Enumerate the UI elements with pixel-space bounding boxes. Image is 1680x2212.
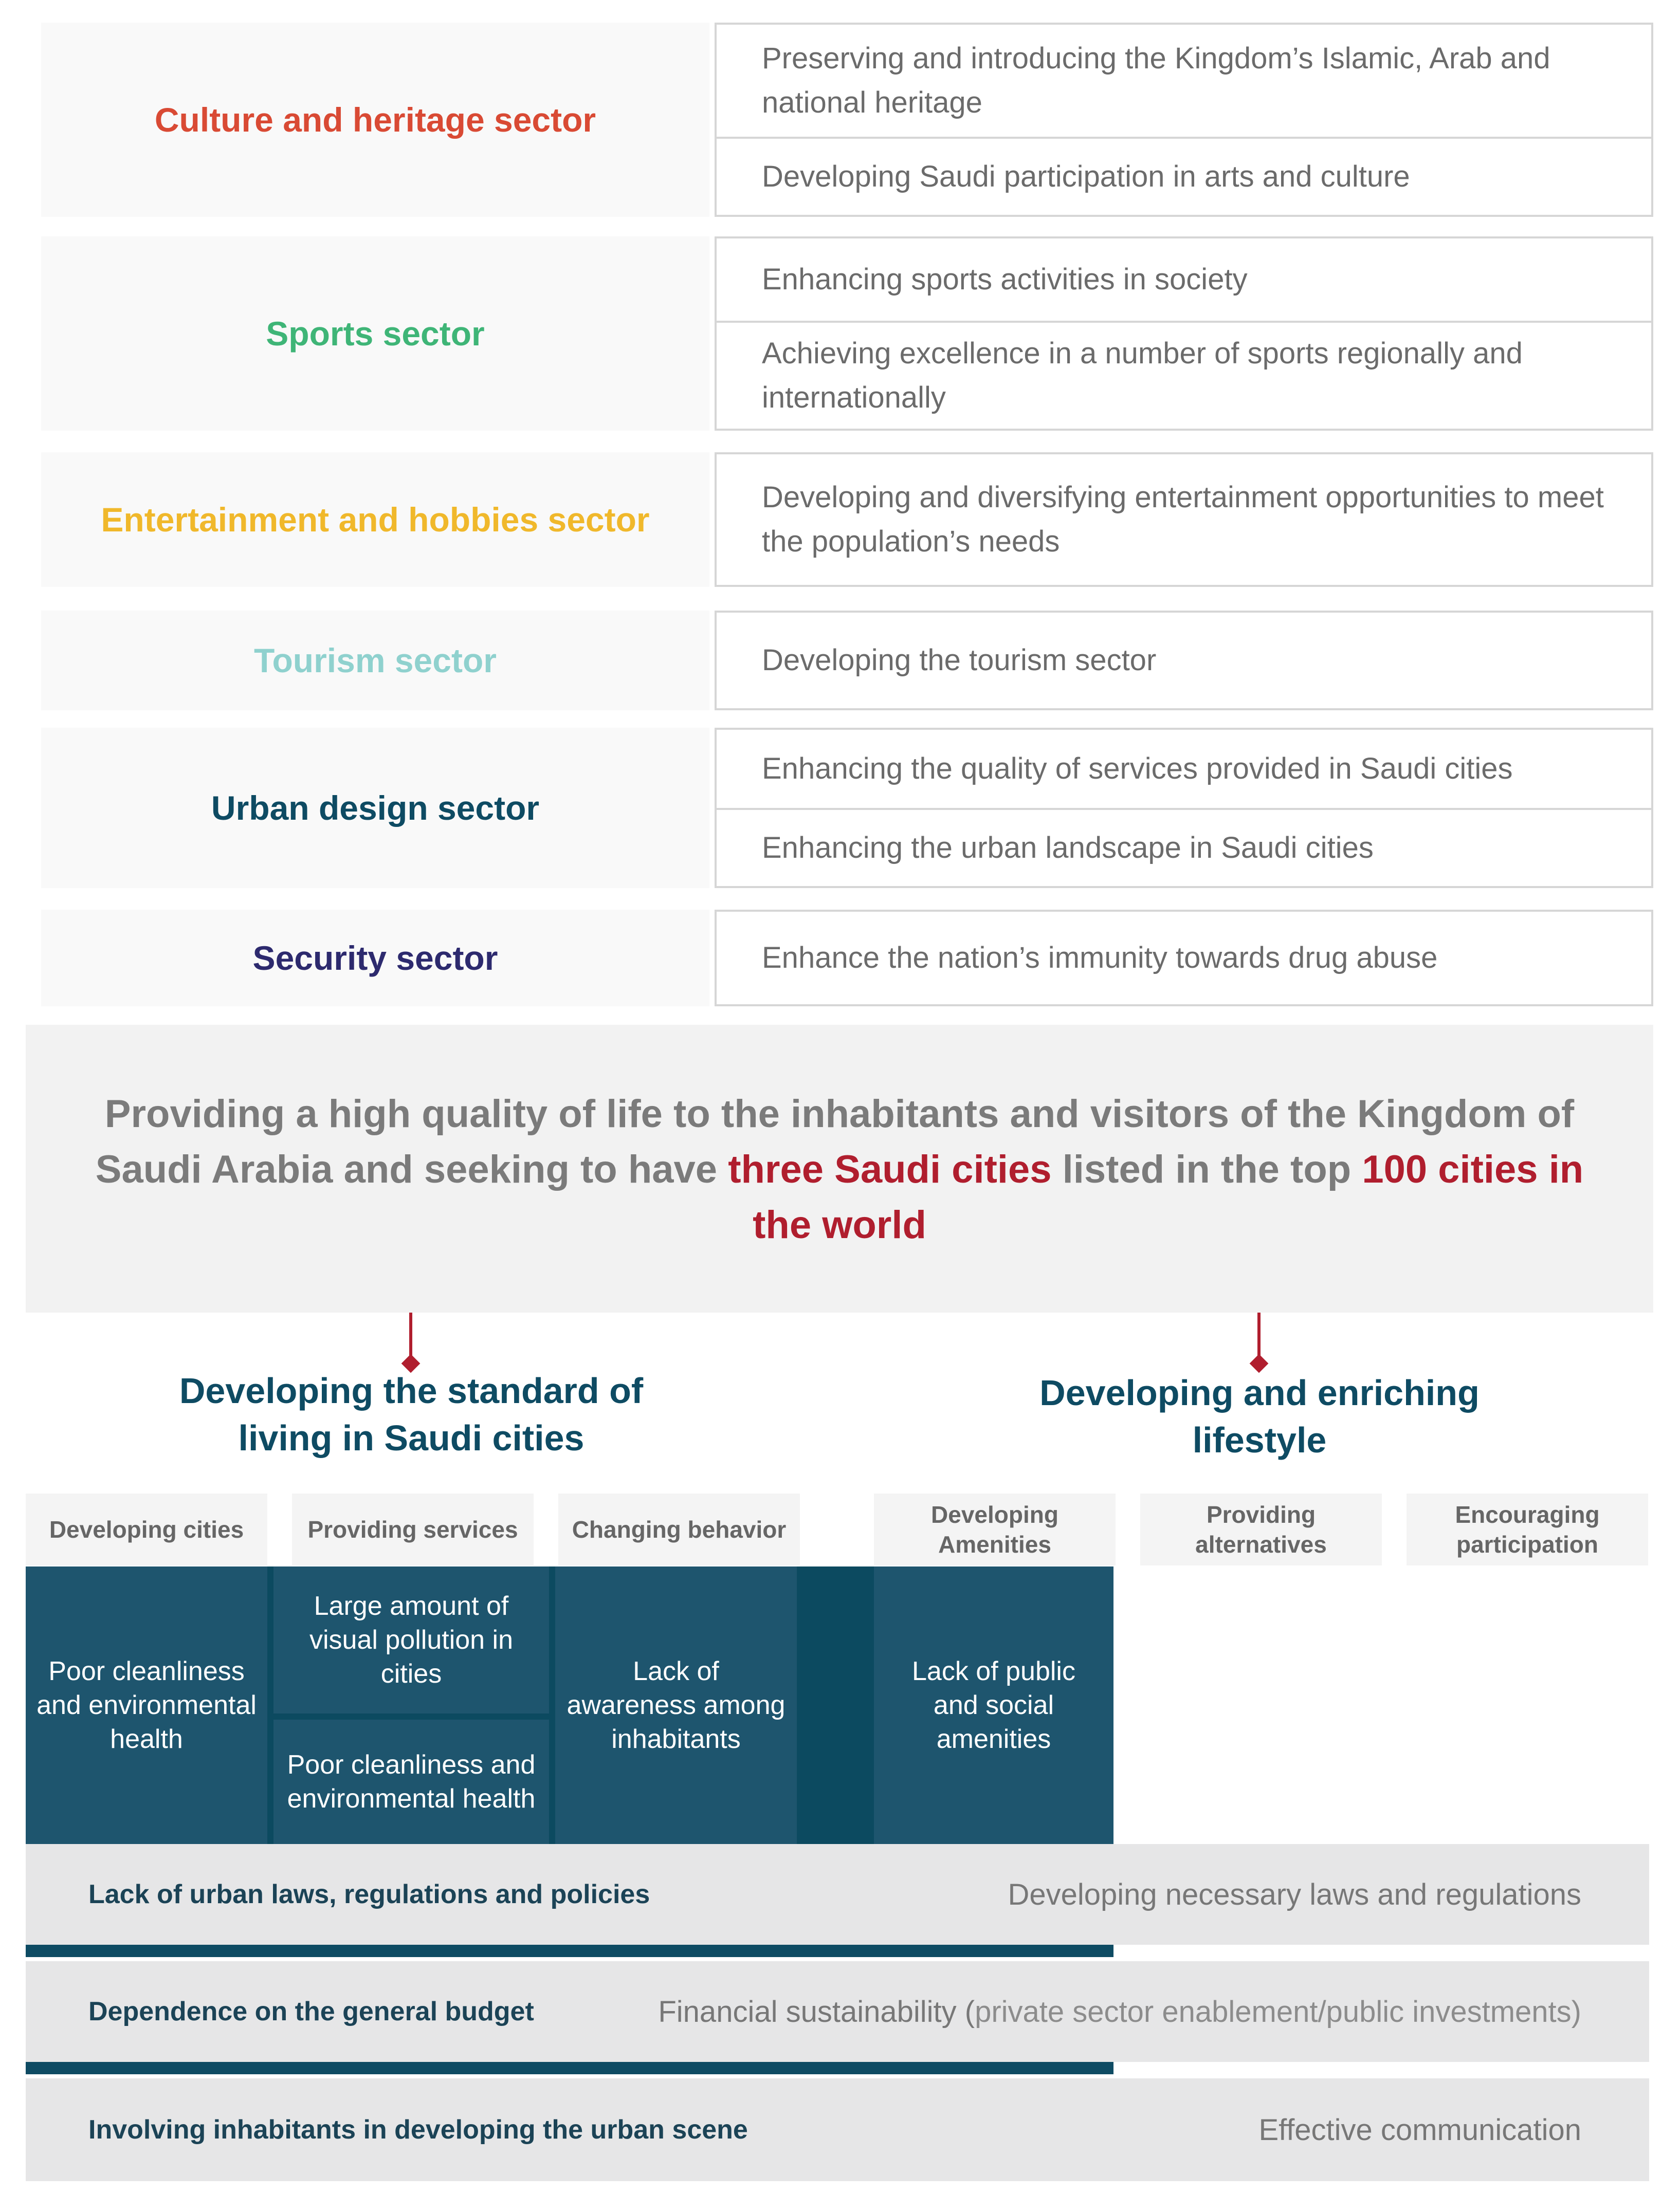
challenge-visual-pollution: Large amount of visual pollution in cities: [273, 1566, 549, 1713]
goal-title-lifestyle: Developing and enriching lifestyle: [1039, 1373, 1480, 1460]
category-changing-behavior: Changing behavior: [558, 1494, 800, 1565]
sector-objectives-sports: [715, 236, 1653, 431]
sector-label-culture: Culture and heritage sector: [41, 23, 709, 217]
sector-label-security: Security sector: [41, 910, 709, 1006]
band-separator: [26, 1945, 1113, 1957]
challenge-involving-inhabitants: Involving inhabitants in developing the urban scene: [88, 2115, 748, 2145]
category-developing-amenities: Developing Amenities: [874, 1494, 1116, 1565]
category-providing-services: Providing services: [292, 1494, 534, 1565]
objective-item: Preserving and introducing the Kingdom’s Islamic, Arab and national heritage: [762, 42, 1550, 119]
objective-item: Developing and diversifying entertainment opportunities to meet the population’s needs: [762, 481, 1604, 558]
challenge-general-budget: Dependence on the general budget: [88, 1997, 534, 2026]
sector-objectives-tourism: [715, 611, 1653, 710]
vision-text: Providing a high quality of life to the inhabitants and visitors of the Kingdom of Saudi Arabia and seeking to have: [95, 1092, 1575, 1191]
band-separator: [26, 2062, 1113, 2074]
vision-text: listed in the top: [1051, 1148, 1362, 1191]
objective-item: Achieving excellence in a number of sports regionally and internationally: [762, 337, 1523, 414]
goal-title-standard-of-living: Developing the standard of living in Saudi cities: [179, 1371, 644, 1458]
sector-objectives-urban-design: [715, 728, 1653, 888]
objective-item: Developing Saudi participation in arts and culture: [762, 160, 1410, 193]
challenge-developing-cities: Poor cleanliness and environmental health: [26, 1566, 267, 1844]
vision-statement: [26, 1025, 1653, 1313]
sector-label-entertainment: Entertainment and hobbies sector: [41, 452, 709, 587]
objective-item: Enhance the nation’s immunity towards drug abuse: [762, 941, 1438, 974]
objective-item: Enhancing the urban landscape in Saudi cities: [762, 831, 1374, 864]
objective-item: Developing the tourism sector: [762, 643, 1157, 677]
sector-objectives-culture: [715, 23, 1653, 217]
challenge-urban-laws: Lack of urban laws, regulations and policies: [88, 1879, 650, 1909]
objective-item: Enhancing sports activities in society: [762, 263, 1248, 296]
enabler-financial-label: Financial sustainability (: [658, 1995, 975, 2029]
enabler-financial-sustainability: [637, 1961, 1581, 2062]
sector-objectives-entertainment: [715, 452, 1653, 587]
category-providing-alternatives: Providing alternatives: [1140, 1494, 1382, 1565]
challenge-lack-of-awareness: Lack of awareness among inhabitants: [555, 1566, 797, 1844]
enabler-laws-regulations: Developing necessary laws and regulations: [1008, 1877, 1581, 1911]
category-developing-cities: Developing cities: [26, 1494, 267, 1565]
sector-label-sports: Sports sector: [41, 236, 709, 431]
vision-highlight-top100: 100 cities in the world: [753, 1148, 1584, 1247]
sector-label-urban-design: Urban design sector: [41, 728, 709, 888]
sector-label-tourism: Tourism sector: [41, 611, 709, 710]
category-encouraging-participation: Encouraging participation: [1407, 1494, 1648, 1565]
challenge-services-cleanliness: Poor cleanliness and environmental health: [273, 1720, 549, 1844]
enabler-effective-communication: Effective communication: [1258, 2113, 1581, 2147]
sector-objectives-security: [715, 910, 1653, 1006]
enabler-financial-note: private sector enablement/public investments): [975, 1995, 1581, 2029]
objective-item: Enhancing the quality of services provided in Saudi cities: [762, 752, 1513, 785]
challenge-lack-of-amenities: Lack of public and social amenities: [874, 1566, 1113, 1844]
vision-highlight-cities: three Saudi cities: [728, 1148, 1052, 1191]
